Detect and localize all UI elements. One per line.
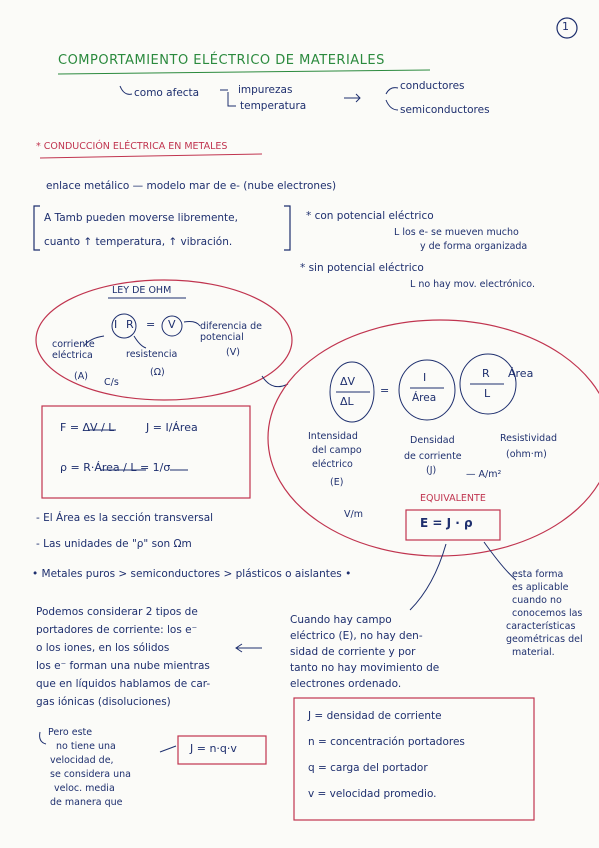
note-units: - Las unidades de "ρ" son Ωm bbox=[36, 538, 192, 550]
map-hook bbox=[120, 86, 132, 94]
ohm-current-unit: (A) bbox=[74, 371, 88, 382]
formula-box bbox=[42, 406, 250, 498]
legend-v: v = velocidad promedio. bbox=[308, 788, 437, 800]
intensidad-l3: eléctrico bbox=[312, 459, 353, 470]
portadores-line-6: gas iónicas (disoluciones) bbox=[36, 696, 171, 708]
legend-n: n = concentración portadores bbox=[308, 736, 465, 748]
ohm-arrow-r bbox=[134, 336, 146, 348]
potencial-with-l2: y de forma organizada bbox=[420, 241, 528, 252]
formula-rho: ρ = R·Área / L = 1/σ bbox=[60, 461, 171, 474]
pero-line-5: veloc. media bbox=[54, 783, 115, 794]
forma-note-7: material. bbox=[512, 647, 555, 658]
enlace-line: enlace metálico — modelo mar de e- (nube electrones) bbox=[46, 180, 337, 192]
equivalente-formula: E = J · ρ bbox=[420, 516, 473, 530]
page-title: COMPORTAMIENTO ELÉCTRICO DE MATERIALES bbox=[58, 53, 385, 68]
page-number: 1 bbox=[562, 20, 569, 33]
ohm-title: LEY DE OHM bbox=[112, 285, 172, 296]
eq-i: I bbox=[423, 371, 427, 384]
eq-equals: = bbox=[380, 384, 390, 397]
i-area-oval bbox=[399, 360, 455, 420]
ohm-res-label: resistencia bbox=[126, 349, 178, 360]
ohm-current-cs: C/s bbox=[104, 377, 119, 388]
ohm-arrow-v bbox=[184, 322, 200, 327]
legend-q: q = carga del portador bbox=[308, 762, 428, 774]
eq-dl: ΔL bbox=[340, 395, 354, 408]
intensidad-l2: del campo bbox=[312, 445, 362, 456]
map-item-1: impurezas bbox=[238, 84, 293, 96]
ohm-eq-r: R bbox=[126, 318, 134, 331]
pero-line-1: Pero este bbox=[48, 727, 93, 738]
campo-note-2: eléctrico (E), no hay den- bbox=[290, 630, 423, 642]
map-item-2: temperatura bbox=[240, 100, 307, 112]
portadores-line-3: o los iones, en los sólidos bbox=[36, 642, 170, 654]
ohm-diff-unit: (V) bbox=[226, 347, 240, 358]
map-right-2: semiconductores bbox=[400, 104, 490, 116]
campo-note-5: electrones ordenado. bbox=[290, 678, 402, 690]
bracket-note-line-2: cuanto ↑ temperatura, ↑ vibración. bbox=[44, 236, 233, 248]
potencial-with-title: * con potencial eléctrico bbox=[306, 210, 434, 222]
densidad-l1: Densidad bbox=[410, 435, 455, 446]
pero-hook bbox=[40, 732, 46, 744]
ohm-eq-v: V bbox=[168, 318, 176, 331]
eq-r: R bbox=[482, 367, 490, 380]
ohm-current-label: corriente eléctrica bbox=[52, 339, 95, 361]
portadores-line-5: que en líquidos hablamos de car- bbox=[36, 678, 211, 690]
map-right-1: conductores bbox=[400, 80, 465, 92]
intensidad-l1: Intensidad bbox=[308, 431, 358, 442]
map-arrow bbox=[344, 94, 360, 102]
forma-note-2: es aplicable bbox=[512, 582, 569, 593]
densidad-unit: — A/m² bbox=[466, 469, 502, 480]
portadores-line-4: los e⁻ forman una nube mientras bbox=[36, 660, 210, 672]
resistividad-l2: (ohm·m) bbox=[506, 449, 547, 460]
section-underline bbox=[40, 154, 262, 158]
pero-arrow bbox=[160, 746, 176, 752]
campo-arrow bbox=[410, 544, 446, 610]
map-split bbox=[386, 88, 398, 110]
potencial-without-l1: L no hay mov. electrónico. bbox=[410, 279, 535, 290]
map-branch bbox=[220, 90, 236, 106]
note-area: - El Área es la sección transversal bbox=[36, 512, 214, 524]
eq-l: L bbox=[484, 387, 491, 400]
ohm-diff-label: diferencia de potencial bbox=[200, 321, 263, 343]
forma-note-4: conocemos las bbox=[512, 608, 583, 619]
ohm-eq-i: I bbox=[114, 318, 118, 331]
intensidad-unit: V/m bbox=[344, 509, 363, 520]
densidad-l2: de corriente bbox=[404, 451, 462, 462]
campo-note-3: sidad de corriente y por bbox=[290, 646, 416, 658]
eq-r-area: Área bbox=[508, 367, 534, 380]
ohm-link-arrow bbox=[262, 376, 288, 387]
pero-line-3: velocidad de, bbox=[50, 755, 114, 766]
ohm-res-unit: (Ω) bbox=[150, 367, 165, 378]
eq-dv: ΔV bbox=[340, 375, 356, 388]
portadores-line-2: portadores de corriente: los e⁻ bbox=[36, 624, 198, 636]
equivalente-label: EQUIVALENTE bbox=[420, 493, 486, 504]
ranking-line: • Metales puros > semiconductores > plásticos o aislantes • bbox=[32, 568, 352, 580]
portadores-arrow bbox=[236, 644, 262, 652]
formula-f: F = ΔV / L bbox=[60, 421, 115, 434]
resistividad-l1: Resistividad bbox=[500, 433, 558, 444]
forma-note-1: esta forma bbox=[512, 569, 564, 580]
pero-line-2: no tiene una bbox=[56, 741, 116, 752]
pero-line-4: se considera una bbox=[50, 769, 131, 780]
formula-j: J = I/Área bbox=[146, 421, 198, 434]
ohm-eq-equals: = bbox=[146, 318, 156, 331]
section-title: * CONDUCCIÓN ELÉCTRICA EN METALES bbox=[36, 141, 228, 152]
forma-note-6: geométricas del bbox=[506, 634, 583, 645]
intensidad-sym: (E) bbox=[330, 477, 344, 488]
legend-j: J = densidad de corriente bbox=[308, 710, 442, 722]
eq-area: Área bbox=[412, 392, 437, 404]
map-left: como afecta bbox=[134, 87, 200, 99]
bracket-note-line-1: A Tamb pueden moverse libremente, bbox=[44, 212, 238, 224]
forma-note-5: características bbox=[506, 621, 576, 632]
campo-note-1: Cuando hay campo bbox=[290, 614, 392, 626]
title-underline bbox=[58, 70, 430, 74]
campo-note-4: tanto no hay movimiento de bbox=[290, 662, 440, 674]
pero-line-6: de manera que bbox=[50, 797, 123, 808]
potencial-with-l1: L los e- se mueven mucho bbox=[394, 227, 519, 238]
densidad-sym: (J) bbox=[426, 465, 437, 476]
potencial-without-title: * sin potencial eléctrico bbox=[300, 262, 424, 274]
forma-note-3: cuando no bbox=[512, 595, 562, 606]
portadores-line-1: Podemos considerar 2 tipos de bbox=[36, 606, 198, 618]
j-formula: J = n·q·v bbox=[190, 742, 237, 755]
